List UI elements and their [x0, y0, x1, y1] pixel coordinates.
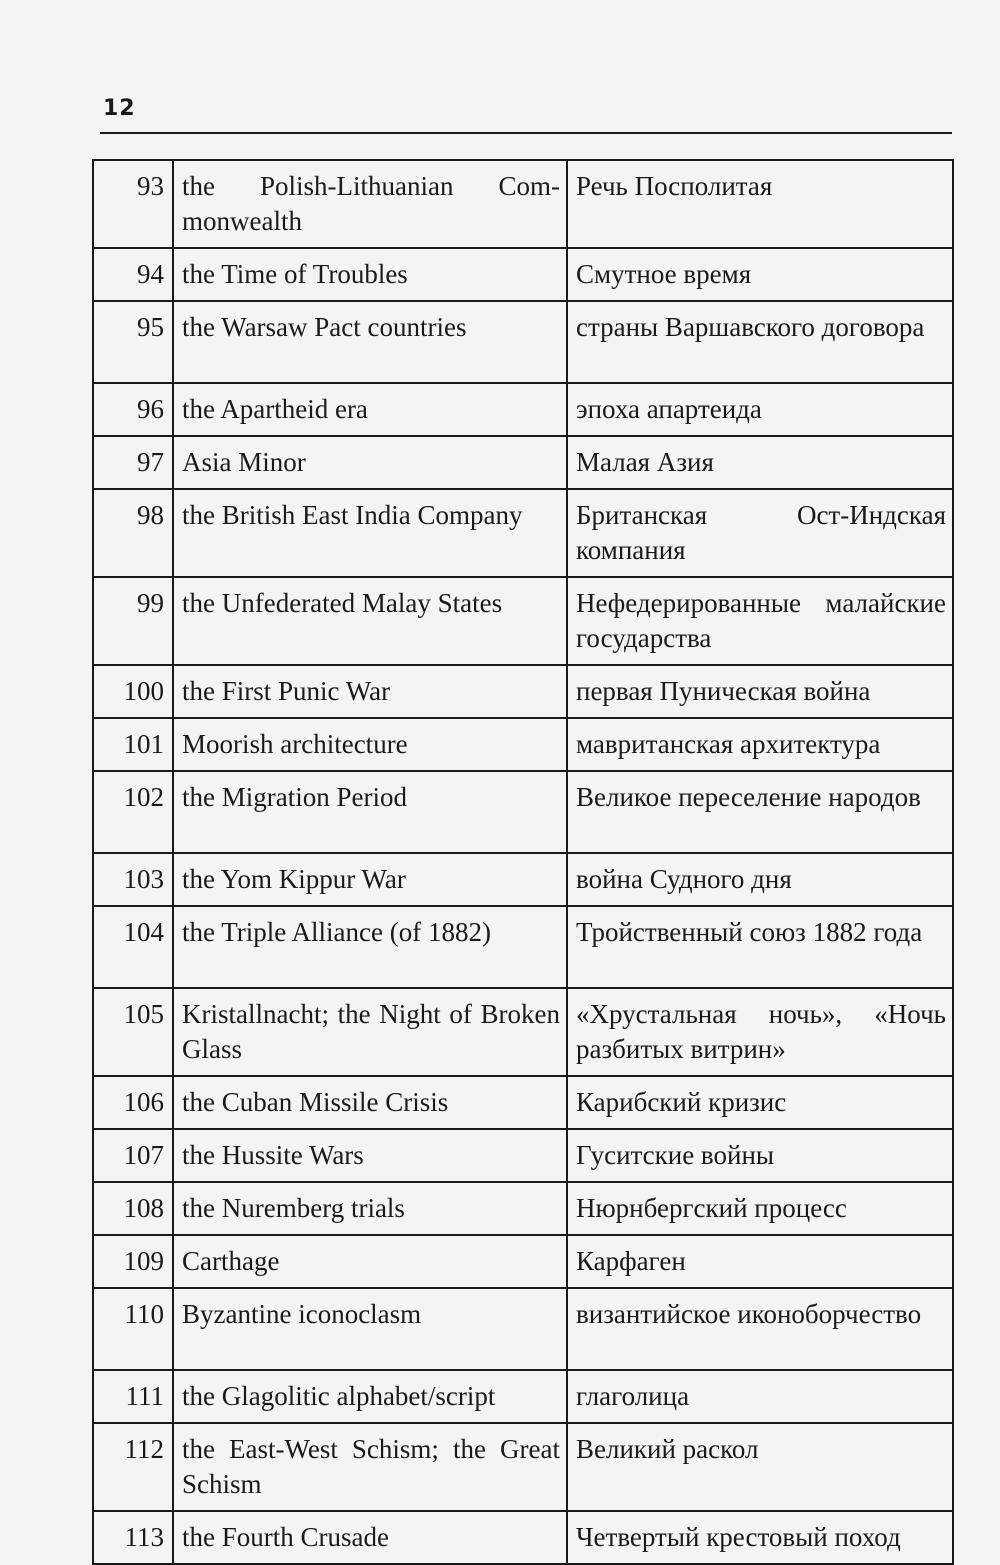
row-number: 103: [93, 853, 173, 906]
english-term: the Triple Alliance (of 1882): [173, 906, 567, 988]
english-term: Asia Minor: [173, 436, 567, 489]
russian-term: эпоха апартеида: [567, 383, 953, 436]
russian-term: «Хрустальная ночь», «Ночь разбитых витрин»: [567, 988, 953, 1076]
english-term: the East-West Schism; the Great Schism: [173, 1423, 567, 1511]
table-row: [93, 1423, 953, 1511]
english-term: Carthage: [173, 1235, 567, 1288]
table-row: [93, 577, 953, 665]
russian-term: Речь Посполитая: [567, 160, 953, 248]
row-number: 111: [93, 1370, 173, 1423]
page-number: 12: [103, 96, 136, 121]
english-term: the First Punic War: [173, 665, 567, 718]
table-row: [93, 988, 953, 1076]
english-term: the Time of Troubles: [173, 248, 567, 301]
table-row: [93, 301, 953, 383]
table-row: [93, 1288, 953, 1370]
row-number: 109: [93, 1235, 173, 1288]
english-term: the Warsaw Pact countries: [173, 301, 567, 383]
row-number: 110: [93, 1288, 173, 1370]
row-number: 104: [93, 906, 173, 988]
row-number: 100: [93, 665, 173, 718]
row-number: 97: [93, 436, 173, 489]
english-term: the Glagolitic alphabet/script: [173, 1370, 567, 1423]
row-number: 99: [93, 577, 173, 665]
row-number: 95: [93, 301, 173, 383]
table-row: [93, 248, 953, 301]
russian-term: Нюрнбергский процесс: [567, 1182, 953, 1235]
russian-term: Тройственный союз 1882 года: [567, 906, 953, 988]
russian-term: Гуситские войны: [567, 1129, 953, 1182]
english-term: the Migration Period: [173, 771, 567, 853]
table-row: [93, 383, 953, 436]
table-row: [93, 1511, 953, 1564]
table-row: [93, 718, 953, 771]
table-row: [93, 489, 953, 577]
russian-term: страны Варшавского договора: [567, 301, 953, 383]
table-row: [93, 160, 953, 248]
row-number: 94: [93, 248, 173, 301]
row-number: 107: [93, 1129, 173, 1182]
russian-term: Четвертый крестовый поход: [567, 1511, 953, 1564]
english-term: the Apartheid era: [173, 383, 567, 436]
table-row: [93, 906, 953, 988]
russian-term: Малая Азия: [567, 436, 953, 489]
russian-term: Нефедерированные малайские государства: [567, 577, 953, 665]
glossary-table: [92, 159, 954, 1565]
russian-term: Британская Ост-Индская компания: [567, 489, 953, 577]
russian-term: глаголица: [567, 1370, 953, 1423]
english-term: Kristallnacht; the Night of Broken Glass: [173, 988, 567, 1076]
english-term: the Yom Kippur War: [173, 853, 567, 906]
row-number: 105: [93, 988, 173, 1076]
row-number: 112: [93, 1423, 173, 1511]
english-term: the Nuremberg trials: [173, 1182, 567, 1235]
english-term: the Hussite Wars: [173, 1129, 567, 1182]
english-term: Moorish architecture: [173, 718, 567, 771]
russian-term: война Судного дня: [567, 853, 953, 906]
russian-term: Карибский кризис: [567, 1076, 953, 1129]
row-number: 98: [93, 489, 173, 577]
table-row: [93, 1370, 953, 1423]
english-term: the Unfederated Malay States: [173, 577, 567, 665]
russian-term: Карфаген: [567, 1235, 953, 1288]
english-term: the Cuban Missile Crisis: [173, 1076, 567, 1129]
row-number: 102: [93, 771, 173, 853]
row-number: 101: [93, 718, 173, 771]
russian-term: Великий раскол: [567, 1423, 953, 1511]
russian-term: Смутное время: [567, 248, 953, 301]
russian-term: первая Пуническая война: [567, 665, 953, 718]
row-number: 113: [93, 1511, 173, 1564]
russian-term: Великое переселение народов: [567, 771, 953, 853]
russian-term: византийское иконоборчество: [567, 1288, 953, 1370]
row-number: 93: [93, 160, 173, 248]
english-term: Byzantine iconoclasm: [173, 1288, 567, 1370]
glossary-body: [93, 160, 953, 1564]
table-row: [93, 1129, 953, 1182]
table-row: [93, 436, 953, 489]
row-number: 108: [93, 1182, 173, 1235]
english-term: the Polish-Lithuanian Commonwealth: [173, 160, 567, 248]
table-row: [93, 853, 953, 906]
table-row: [93, 665, 953, 718]
row-number: 106: [93, 1076, 173, 1129]
row-number: 96: [93, 383, 173, 436]
english-term: the British East India Company: [173, 489, 567, 577]
table-row: [93, 1182, 953, 1235]
table-row: [93, 1235, 953, 1288]
header-rule: [100, 132, 952, 134]
table-row: [93, 771, 953, 853]
russian-term: мавританская архитектура: [567, 718, 953, 771]
english-term: the Fourth Crusade: [173, 1511, 567, 1564]
table-row: [93, 1076, 953, 1129]
